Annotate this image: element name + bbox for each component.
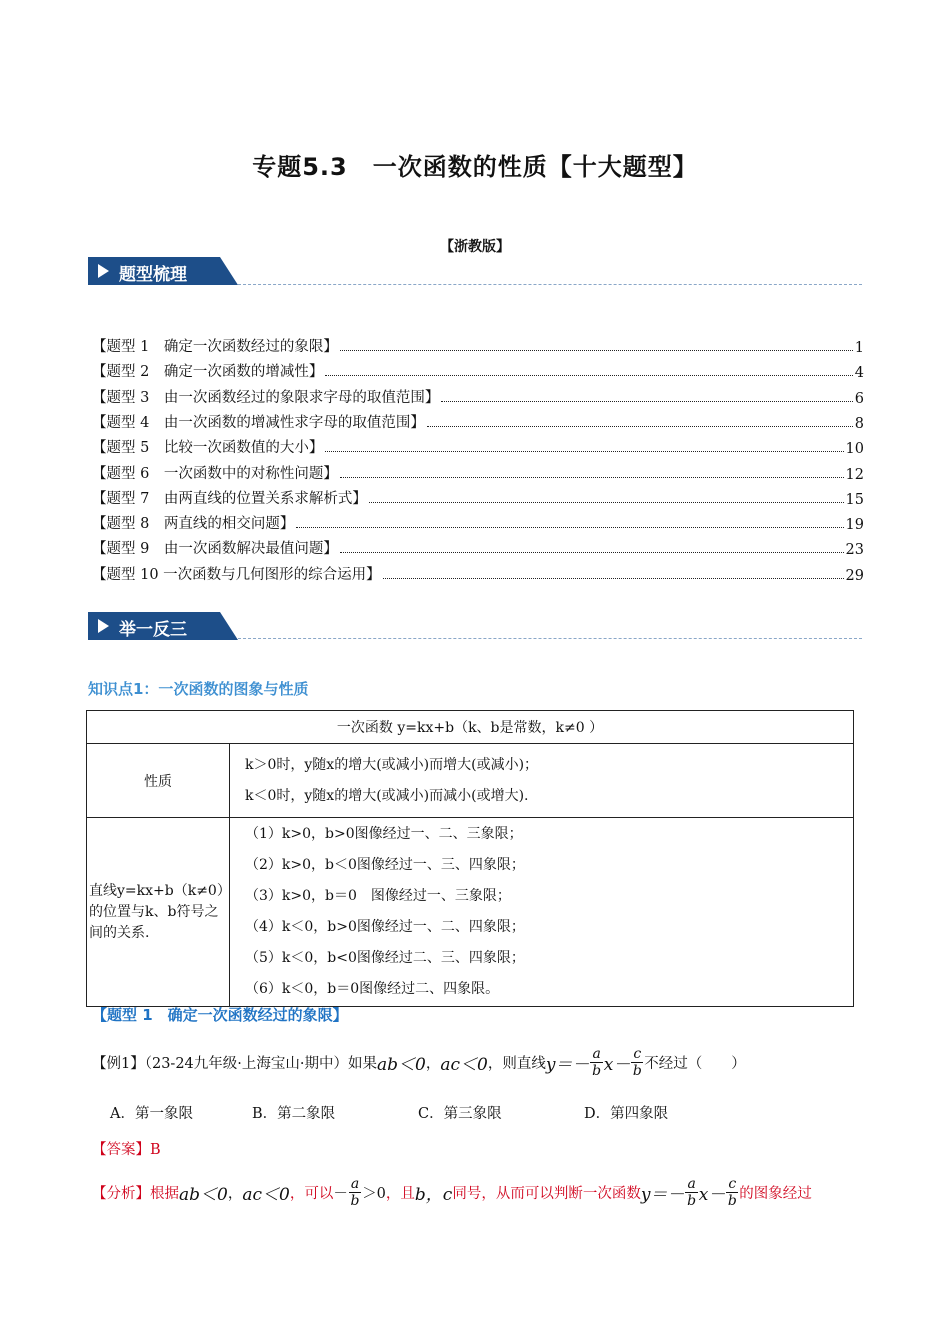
toc-entry-label: 【题型 3 由一次函数经过的象限求字母的取值范围】 [92,389,440,406]
section-heading: 【题型 1 确定一次函数经过的象限】 [92,1006,348,1024]
toc-entry[interactable] [92,459,864,483]
math-condition: ac＜0 [242,1185,290,1205]
position-line: （6）k＜0，b＝0图像经过二、四象限。 [245,981,500,997]
position-lines [230,818,854,1007]
toc-entry[interactable] [92,560,864,584]
toc-entry-page: 15 [845,491,864,508]
toc-leader-dots [441,401,852,402]
edition-label: 【浙教版】 [440,239,510,255]
position-line: （3）k>0，b＝0 图像经过一、三象限； [245,888,511,904]
toc-leader-dots [296,527,843,528]
example-question: 【例1】（23-24九年级·上海宝山·期中）如果 ab＜0 ， ac＜0 ，则直线 y＝－ $\frac{a}{b}$ x－ $\frac{c}{b}$ 不经过（ ） [92,1046,746,1079]
toc-entry-page: 1 [854,340,864,356]
toc-entry-page: 8 [854,415,864,432]
toc-entry[interactable] [92,509,864,533]
math-equation: y＝－ [640,1185,685,1205]
play-arrow-icon [98,619,109,633]
property-line: k＞0时，y随x的增大(或减小)而增大(或减小)； [245,756,539,773]
toc-entry[interactable] [92,484,864,508]
toc-entry-label: 【题型 2 确定一次函数的增减性】 [92,364,324,381]
toc-entry-label: 【题型 9 由一次函数解决最值问题】 [92,541,338,558]
toc-entry-page: 4 [854,365,864,382]
toc-entry-label: 【题型 1 确定一次函数经过的象限】 [92,339,338,355]
table-header: 一次函数 y=kx+b（k、b是常数，k≠0 ） [87,711,854,744]
fraction: $\frac{c}{b}$ [632,1046,642,1079]
toc-leader-dots [383,578,844,579]
toc-entry-label: 【题型 8 两直线的相交问题】 [92,516,295,533]
row-label-property: 性质 [87,744,230,818]
math-equation: y＝－ [545,1055,590,1075]
property-line: k＜0时，y随x的增大(或减小)而减小(或增大). [245,787,529,804]
position-line: （4）k＜0，b>0图像经过一、二、四象限； [245,919,525,935]
property-table [86,710,854,1007]
property-lines [230,744,854,818]
toc-leader-dots [427,426,853,427]
divider [238,638,862,639]
toc-entry-page: 19 [845,517,864,534]
option-a: A．第一象限 [110,1106,193,1122]
knowledge-point-title: 知识点1：一次函数的图象与性质 [88,680,309,698]
math-condition: ac＜0 [440,1055,488,1075]
toc-entry[interactable] [92,408,864,432]
toc-entry-page: 29 [845,567,864,584]
toc-entry[interactable] [92,383,864,407]
position-line: （5）k＜0，b<0图像经过二、三、四象限； [245,950,525,966]
fraction: $\frac{a}{b}$ [592,1046,602,1079]
toc-entry-label: 【题型 7 由两直线的位置关系求解析式】 [92,490,367,507]
toc-entry[interactable] [92,332,864,356]
toc-entry-label: 【题型 6 一次函数中的对称性问题】 [92,465,338,482]
toc-leader-dots [369,502,844,503]
toc-entry-page: 10 [845,441,864,458]
divider [238,284,862,285]
fraction: $\frac{a}{b}$ [350,1176,360,1209]
math-condition: ab＜0 [377,1055,426,1075]
toc-entry-page: 6 [854,390,864,407]
answer-label: 【答案】B [92,1142,161,1158]
toc-entry-label: 【题型 5 比较一次函数值的大小】 [92,440,324,457]
toc-entry-label: 【题型 4 由一次函数的增减性求字母的取值范围】 [92,414,425,431]
toc-leader-dots [325,375,852,376]
position-line: （2）k>0，b＜0图像经过一、三、四象限； [245,857,525,873]
option-d: D．第四象限 [584,1106,669,1122]
position-line: （1）k>0，b>0图像经过一、二、三象限； [245,826,523,842]
option-b: B．第二象限 [252,1106,336,1122]
banner-question-types: 题型梳理 [88,257,238,285]
math-condition: ab＜0 [179,1185,228,1205]
toc-leader-dots [325,451,843,452]
page-title: 专题5.3 一次函数的性质【十大题型】 [252,153,698,181]
toc-entry-label: 【题型 10 一次函数与几何图形的综合运用】 [92,566,381,583]
option-c: C．第三象限 [418,1106,502,1122]
banner-examples: 举一反三 [88,612,238,640]
play-arrow-icon [98,264,109,278]
toc-entry[interactable] [92,357,864,381]
toc-leader-dots [340,477,844,478]
toc-entry[interactable] [92,433,864,457]
toc-entry-page: 23 [845,542,864,559]
fraction: $\frac{c}{b}$ [727,1176,737,1209]
analysis-text: 【分析】根据 ab＜0 ， ac＜0 ，可以 － $\frac{a}{b}$ ＞0 ，且 b，c 同号，从而可以判断一次函数 y＝－ $\frac{a}{b}$ x－ $\frac{c}{b}$ 的图象经过 [92,1176,812,1209]
toc-leader-dots [340,350,853,351]
toc-entry[interactable] [92,534,864,558]
fraction: $\frac{a}{b}$ [687,1176,697,1209]
row-label-position: 直线y=kx+b（k≠0）的位置与k、b符号之间的关系. [87,818,230,1007]
toc-leader-dots [340,552,844,553]
toc-entry-page: 12 [845,466,864,483]
